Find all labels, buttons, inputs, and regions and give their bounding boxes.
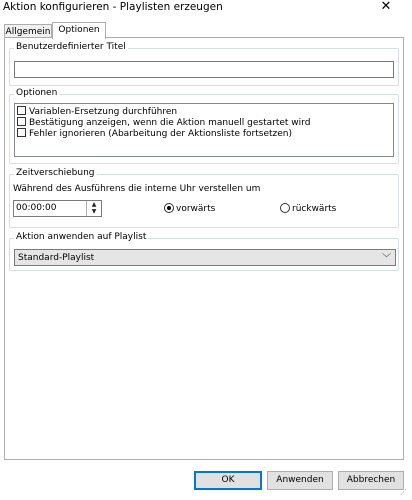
tab-optionen[interactable]: Optionen [52,22,106,39]
cancel-button[interactable]: Abbrechen [338,471,404,490]
options-checklist [14,103,394,157]
option-ignore-errors[interactable] [17,128,292,139]
radio-forward-circle[interactable] [164,203,174,213]
ok-button[interactable]: OK [194,471,262,490]
custom-title-input[interactable] [14,61,394,78]
show-confirmation-checkbox[interactable] [17,117,26,126]
spin-buttons [86,201,101,216]
variable-substitution-label: Variablen-Ersetzung durchführen [29,107,178,117]
playlist-group-label: Aktion anwenden auf Playlist [16,232,147,242]
time-shift-value: 00:00:00 [16,203,57,213]
options-panel [4,37,404,460]
close-icon[interactable]: ✕ [380,0,392,14]
window-title: Aktion konfigurieren - Playlisten erzeugen [3,1,223,13]
time-shift-description: Während des Ausführens die interne Uhr verstellen um [13,184,261,194]
radio-backward-circle[interactable] [280,203,290,213]
custom-title-group [9,42,399,86]
radio-forward[interactable] [164,203,215,214]
show-confirmation-label: Bestätigung anzeigen, wenn die Aktion manuell gestartet wird [29,118,311,128]
ignore-errors-label: Fehler ignorieren (Abarbeitung der Aktionsliste fortsetzen) [29,129,293,139]
custom-title-group-label: Benutzerdefinierter Titel [16,42,126,52]
radio-backward[interactable] [280,203,336,214]
playlist-select[interactable] [14,249,396,266]
ignore-errors-checkbox[interactable] [17,128,26,137]
option-variable-substitution[interactable] [17,106,177,117]
playlist-select-value: Standard-Playlist [18,253,95,263]
radio-backward-label: rückwärts [292,204,337,214]
title-bar [0,0,412,16]
apply-button[interactable]: Anwenden [267,471,333,490]
options-group [9,88,399,164]
variable-substitution-checkbox[interactable] [17,106,26,115]
time-shift-group [9,168,399,228]
time-shift-group-label: Zeitverschiebung [16,168,95,178]
option-show-confirmation[interactable] [17,117,310,128]
tab-allgemein[interactable]: Allgemein [4,24,52,38]
resize-grip[interactable]: ⋰ [400,488,407,496]
chevron-down-icon[interactable]: ﹀ [381,254,391,264]
chevron-up-icon[interactable]: ▲ [91,201,97,208]
radio-forward-label: vorwärts [176,204,216,214]
playlist-group [9,232,399,271]
time-shift-spinner[interactable] [13,200,102,217]
options-group-label: Optionen [16,88,58,98]
chevron-down-icon[interactable]: ▼ [91,208,97,215]
